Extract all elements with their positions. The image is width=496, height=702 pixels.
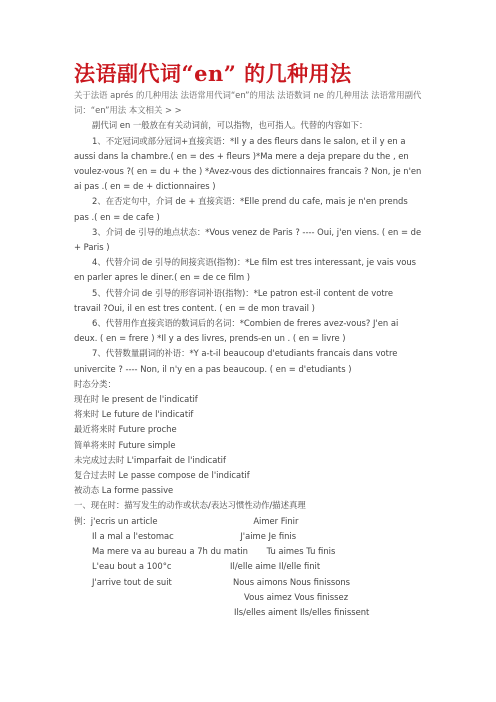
usage-4: 4、代替介词 de 引导的间接宾语(指物)：*Le film est tres interessant, je vais vous en parler apres le diner.( en = de ce film ) [74, 257, 416, 283]
conjugation-line-vous: Vous aimez Vous finissez [244, 591, 349, 602]
tense-heading: 时态分类： [74, 378, 116, 389]
tense-near-future: 最近将来时 Future proche [74, 424, 177, 435]
usage-6: 6、代替用作直接宾语的数词后的名词：*Combien de freres avez-vous? J'en ai deux. ( en = frere ) *Il y a des livres, prends-en un . ( en = livre ) [74, 318, 399, 344]
document-body [74, 88, 422, 620]
example-line-2: Il a mal a l'estomac J'aime Je finis [92, 530, 297, 541]
usage-1: 1、不定冠词或部分冠词+直接宾语：*Il y a des fleurs dans le salon, et il y en a aussi dans la chambre.( en = des + fleurs )*Ma mere a deja prepare du the , en voulez-vous ?( en = du + the ) *Avez-vous des dictionnaires francais ? Non, je n'en ai pas .( en = de + dictionnaires ) [74, 135, 422, 192]
conjugation-line-ils: Ils/elles aiment Ils/elles finissent [234, 606, 370, 617]
tense-passe-compose: 复合过去时 Le passe compose de l'indicatif [74, 470, 250, 481]
tense-imperfect: 未完成过去时 L'imparfait de l'indicatif [74, 454, 226, 465]
page-title: 法语副代词“en” 的几种用法 [74, 61, 352, 86]
tense-passive: 被动态 La forme passive [74, 485, 174, 496]
usage-3: 3、介词 de 引导的地点状态：*Vous venez de Paris ? ---- Oui, j'en viens. ( en = de + Paris ) [74, 226, 422, 253]
section-present-heading: 一、现在时：描写发生的动作或状态/表达习惯性动作/描述真理 [74, 500, 306, 511]
tense-future: 将来时 Le future de l'indicatif [74, 409, 194, 420]
example-line-4: L'eau bout a 100°c Il/elle aime Il/elle finit [92, 561, 321, 572]
intro-paragraph: 副代词 en 一般放在有关动词前，可以指物，也可指人。代替的内容如下： [92, 120, 368, 131]
usage-5: 5、代替介词 de 引导的形容词补语(指物)：*Le patron est-il content de votre travail ?Oui, il en est tres content. ( en = de mon travail ) [74, 287, 394, 313]
tense-present: 现在时 le present de l'indicatif [74, 394, 198, 405]
related-links[interactable]: 关于法语 aprés 的几种用法 法语常用代词“en”的用法 法语数词 ne 的几种用法 法语常用副代词：“en”用法 本文相关 > > [74, 90, 422, 116]
example-line-5: J'arrive tout de suit Nous aimons Nous finissons [92, 576, 350, 587]
usage-2: 2、在否定句中，介词 de + 直接宾语：*Elle prend du cafe, mais je n'en prends pas .( en = de cafe ) [74, 196, 408, 222]
example-line-3: Ma mere va au bureau a 7h du matin Tu aimes Tu finis [92, 546, 336, 557]
tense-simple-future: 简单将来时 Future simple [74, 439, 176, 450]
usage-7: 7、代替数量副词的补语：*Y a-t-il beaucoup d'etudiants francais dans votre univercite ? ---- Non, il n'y en a pas beaucoup. ( en = d'etudiants ) [74, 348, 398, 374]
example-line-1: 例：j'ecris un article Aimer Finir [74, 515, 299, 526]
